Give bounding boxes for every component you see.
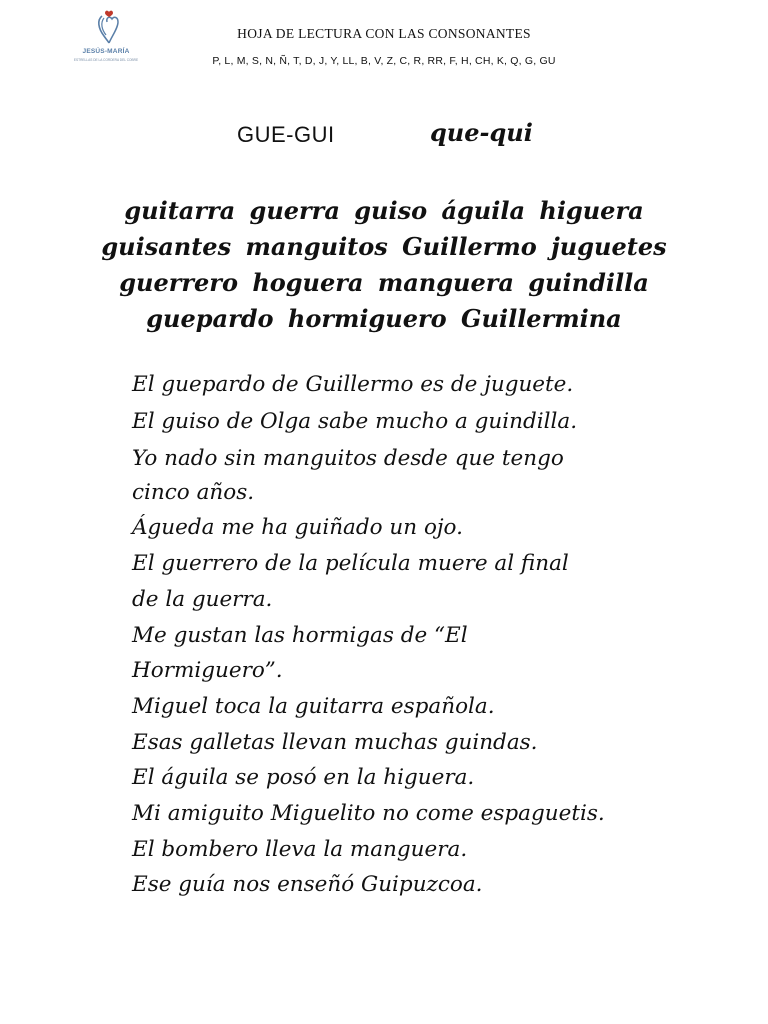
word-line: guepardo hormiguero Guillermina: [146, 304, 622, 333]
sentence-line: Yo nado sin manguitos desde que tengo: [132, 446, 564, 471]
word-line: guisantes manguitos Guillermo juguetes: [101, 232, 667, 261]
sentence-line: Hormiguero”.: [132, 658, 283, 683]
logo-subtitle: ESTRELLAS DE LA CORDERA DEL COBRE: [73, 58, 139, 62]
sentence-line: El bombero lleva la manguera.: [132, 837, 468, 862]
consonant-list: P, L, M, S, N, Ñ, T, D, J, Y, LL, B, V, Z, C, R, RR, F, H, CH, K, Q, G, GU: [212, 55, 556, 67]
sentence-line: Ese guía nos enseñó Guipuzcoa.: [132, 872, 483, 897]
sentence-line: Miguel toca la guitarra española.: [132, 694, 495, 719]
syllables-print: GUE-GUI: [237, 122, 335, 147]
sentence-line: Esas galletas llevan muchas guindas.: [132, 730, 538, 755]
sentence-line: El guerrero de la película muere al final: [132, 551, 569, 576]
word-line: guerrero hoguera manguera guindilla: [119, 268, 649, 297]
sentence-line: El guepardo de Guillermo es de juguete.: [132, 372, 574, 397]
sentence-line: El águila se posó en la higuera.: [132, 765, 475, 790]
sentence-line: cinco años.: [132, 480, 255, 505]
page-title: HOJA DE LECTURA CON LAS CONSONANTES: [237, 26, 531, 41]
logo-name: JESÚS-MARÍA: [82, 48, 130, 55]
sentence-line: Mi amiguito Miguelito no come espaguetis.: [132, 801, 605, 826]
sentence-line: Águeda me ha guiñado un ojo.: [132, 515, 463, 540]
sentence-line: El guiso de Olga sabe mucho a guindilla.: [132, 409, 578, 434]
word-line: guitarra guerra guiso águila higuera: [124, 196, 644, 225]
syllables-cursive: que-qui: [430, 118, 533, 147]
sentence-line: de la guerra.: [132, 587, 273, 612]
sentence-line: Me gustan las hormigas de “El: [132, 623, 468, 648]
